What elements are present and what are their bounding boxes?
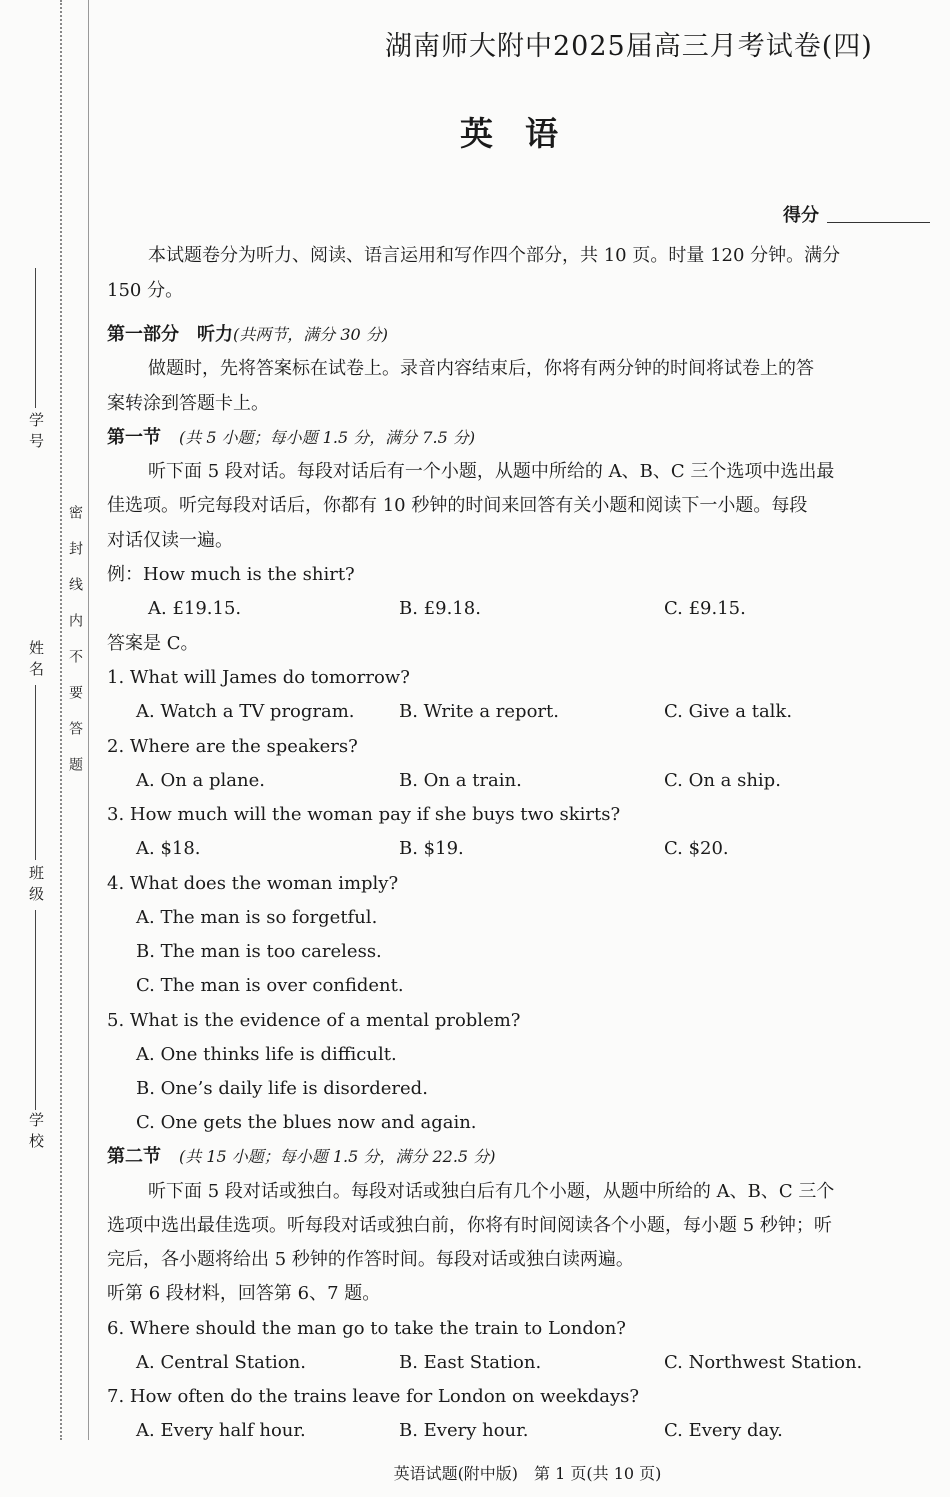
margin-label-student-id: 学号 xyxy=(27,412,45,454)
q7-option-c: C. Every day. xyxy=(664,1420,783,1441)
margin-label-class: 班级 xyxy=(27,865,45,907)
score-label: 得分 xyxy=(783,205,819,226)
section1-instruction-2: 佳选项。听完每段对话后，你都有 10 秒钟的时间来回答有关小题和阅读下一小题。每段 xyxy=(107,495,808,516)
margin-label-name: 姓名 xyxy=(27,640,45,682)
q1-option-a: A. Watch a TV program. xyxy=(136,701,355,722)
example-option-c: C. £9.15. xyxy=(664,598,746,619)
section2-points: (共 15 小题；每小题 1.5 分，满分 22.5 分) xyxy=(179,1147,496,1166)
q6-option-b: B. East Station. xyxy=(399,1352,542,1373)
q2-option-c: C. On a ship. xyxy=(664,770,781,791)
question-5: 5. What is the evidence of a mental problem? xyxy=(107,1010,521,1031)
student-id-blank xyxy=(35,268,36,408)
part1-instruction-1: 做题时，先将答案标在试卷上。录音内容结束后，你将有两分钟的时间将试卷上的答 xyxy=(148,358,814,379)
section2-instruction-3: 完后，各小题将给出 5 秒钟的作答时间。每段对话或独白读两遍。 xyxy=(107,1249,634,1270)
subject-title: 英语 xyxy=(460,114,590,153)
intro-line-2: 150 分。 xyxy=(107,280,184,301)
section2-instruction-2: 选项中选出最佳选项。听每段对话或独白前，你将有时间阅读各个小题，每小题 5 秒钟；听 xyxy=(107,1215,832,1236)
section1-heading xyxy=(107,425,475,451)
q5-option-b: B. One’s daily life is disordered. xyxy=(136,1078,428,1099)
example-answer: 答案是 C。 xyxy=(107,633,199,654)
q5-option-c: C. One gets the blues now and again. xyxy=(136,1112,477,1133)
section1-instruction-3: 对话仅读一遍。 xyxy=(107,530,233,551)
question-6: 6. Where should the man go to take the train to London? xyxy=(107,1318,626,1339)
seal-line xyxy=(88,0,89,1440)
q3-option-c: C. $20. xyxy=(664,838,729,859)
q4-option-b: B. The man is too careless. xyxy=(136,941,382,962)
question-7: 7. How often do the trains leave for London on weekdays? xyxy=(107,1386,640,1407)
question-1: 1. What will James do tomorrow? xyxy=(107,667,410,688)
q3-option-b: B. $19. xyxy=(399,838,464,859)
class-blank xyxy=(35,910,36,1110)
question-2: 2. Where are the speakers? xyxy=(107,736,358,757)
q1-option-b: B. Write a report. xyxy=(399,701,559,722)
q6-option-a: A. Central Station. xyxy=(136,1352,306,1373)
q7-option-b: B. Every hour. xyxy=(399,1420,529,1441)
part1-heading xyxy=(107,322,388,348)
score-blank xyxy=(827,222,930,223)
section1-title: 第一节 xyxy=(107,427,161,448)
part1-title: 第一部分 听力 xyxy=(107,324,233,345)
intro-line-1: 本试题卷分为听力、阅读、语言运用和写作四个部分，共 10 页。时量 120 分钟。满分 xyxy=(148,245,841,266)
q5-option-a: A. One thinks life is difficult. xyxy=(136,1044,397,1065)
q2-option-b: B. On a train. xyxy=(399,770,522,791)
q2-option-a: A. On a plane. xyxy=(136,770,265,791)
name-blank xyxy=(35,685,36,860)
section2-heading xyxy=(107,1144,495,1170)
section1-instruction-1: 听下面 5 段对话。每段对话后有一个小题，从题中所给的 A、B、C 三个选项中选出最 xyxy=(148,461,835,482)
example-question: 例：How much is the shirt? xyxy=(107,564,355,585)
part1-points: (共两节，满分 30 分) xyxy=(233,325,389,344)
binding-dotted-line xyxy=(60,0,62,1440)
example-option-a: A. £19.15. xyxy=(148,598,242,619)
material-6-note: 听第 6 段材料，回答第 6、7 题。 xyxy=(107,1283,381,1304)
question-3: 3. How much will the woman pay if she buys two skirts? xyxy=(107,804,621,825)
section2-title: 第二节 xyxy=(107,1146,161,1167)
q3-option-a: A. $18. xyxy=(136,838,201,859)
section1-points: (共 5 小题；每小题 1.5 分，满分 7.5 分) xyxy=(179,428,476,447)
seal-warning: 密封线内不要答题 xyxy=(67,505,83,793)
example-option-b: B. £9.18. xyxy=(399,598,481,619)
q1-option-c: C. Give a talk. xyxy=(664,701,793,722)
q4-option-a: A. The man is so forgetful. xyxy=(136,907,378,928)
page-footer: 英语试题(附中版) 第 1 页(共 10 页) xyxy=(393,1464,662,1483)
section2-instruction-1: 听下面 5 段对话或独白。每段对话或独白后有几个小题，从题中所给的 A、B、C 三个 xyxy=(148,1181,835,1202)
q4-option-c: C. The man is over confident. xyxy=(136,975,404,996)
exam-title: 湖南师大附中2025届高三月考试卷(四) xyxy=(385,31,873,62)
question-4: 4. What does the woman imply? xyxy=(107,873,399,894)
part1-instruction-2: 案转涂到答题卡上。 xyxy=(107,393,269,414)
q6-option-c: C. Northwest Station. xyxy=(664,1352,863,1373)
q7-option-a: A. Every half hour. xyxy=(136,1420,306,1441)
margin-label-school: 学校 xyxy=(27,1112,45,1154)
